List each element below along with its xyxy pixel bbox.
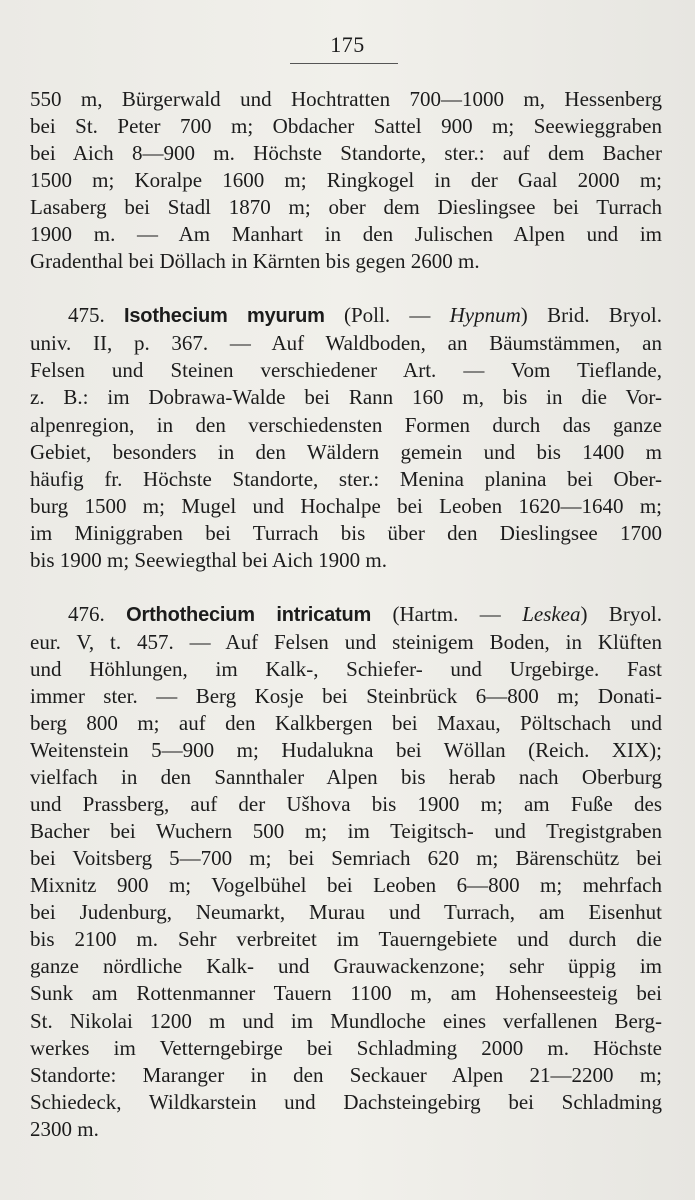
text-line: 550 m, Bürgerwald und Hochtratten 700—1000 m, Hessenberg [30,87,662,111]
author-citation-open: (Hartm. — [392,601,501,626]
text-line: 1500 m; Koralpe 1600 m; Ringkogel in der Gaal 2000 m; [30,168,662,193]
text-line: Mixnitz 900 m; Vogelbühel bei Leoben 6—800 m; mehrfach [30,873,662,898]
species-entry-476 [30,601,662,1143]
text-line: berg 800 m; auf den Kalkbergen bei Maxau, Pöltschach und [30,710,662,735]
basionym-genus: Hypnum [449,303,521,328]
text-line: 2300 m. [30,1116,99,1141]
text-line: alpenregion, in den verschiedensten Formen durch das ganze [30,412,662,437]
text-line: und Prassberg, auf der Ušhova bis 1900 m; am Fuße des [30,792,662,817]
text-line: häufig fr. Höchste Standorte, ster.: Menina planina bei Ober- [30,466,662,491]
text-line: Sunk am Rottenmanner Tauern 1100 m, am Hohenseesteig bei [30,981,662,1006]
text-line: ganze nördliche Kalk- und Grauwackenzone; sehr üppig im [30,954,662,979]
text-line: bei Judenburg, Neumarkt, Murau und Turrach, am Eisenhut [30,900,662,925]
text-line: eur. V, t. 457. — Auf Felsen und steinigem Boden, in Klüften [30,629,662,654]
text-line: Gebiet, besonders in den Wäldern gemein und bis 1400 m [30,439,662,464]
entry-number: 475. [68,303,105,328]
text-line: immer ster. — Berg Kosje bei Steinbrück 6—800 m; Donati- [30,683,662,708]
text-line: bei St. Peter 700 m; Obdacher Sattel 900 m; Seewieggraben [30,114,662,139]
text-line: vielfach in den Sannthaler Alpen bis herab nach Oberburg [30,765,662,790]
text-line: Bacher bei Wuchern 500 m; im Teigitsch- und Tregistgraben [30,819,662,844]
text-line: univ. II, p. 367. — Auf Waldboden, an Bäumstämmen, an [30,331,662,356]
text-line: bis 1900 m; Seewiegthal bei Aich 1900 m. [30,547,387,572]
text-line: Gradenthal bei Döllach in Kärnten bis gegen 2600 m. [30,249,480,274]
species-name: Orthothecium intricatum [126,603,372,626]
header-rule [290,63,398,64]
text-line: Standorte: Maranger in den Seckauer Alpen 21—2200 m; [30,1062,662,1087]
text-line: bei Voitsberg 5—700 m; bei Semriach 620 m; Bärenschütz bei [30,846,662,871]
text-line: im Miniggraben bei Turrach bis über den Dieslingsee 1700 [30,520,662,545]
text-line: Felsen und Steinen verschiedener Art. — Vom Tieflande, [30,358,662,383]
author-citation-close: ) Bryol. [580,601,662,626]
page-number: 175 [330,32,365,57]
text-line: bis 2100 m. Sehr verbreitet im Tauerngebiete und durch die [30,927,662,952]
author-citation-close: ) Brid. Bryol. [520,303,663,328]
text-line: St. Nikolai 1200 m und im Mundloche eines verfallenen Berg- [30,1008,662,1033]
page-body [30,86,662,1143]
text-line: z. B.: im Dobrawa-Walde bei Rann 160 m, bis in die Vor- [30,385,662,410]
author-citation-open: (Poll. — [343,303,431,328]
entry-heading-line [30,302,662,330]
text-line: burg 1500 m; Mugel und Hochalpe bei Leoben 1620—1640 m; [30,493,662,518]
species-entry-475 [30,302,662,573]
entry-heading-line [30,601,662,629]
text-line: bei Aich 8—900 m. Höchste Standorte, ster.: auf dem Bacher [30,141,662,166]
text-line: Schiedeck, Wildkarstein und Dachsteingebirg bei Schladming [30,1089,662,1114]
text-line: Weitenstein 5—900 m; Hudalukna bei Wöllan (Reich. XIX); [30,738,662,763]
text-line: 1900 m. — Am Manhart in den Julischen Alpen und im [30,222,662,247]
text-line: Lasaberg bei Stadl 1870 m; ober dem Dieslingsee bei Turrach [30,195,662,220]
text-line: werkes im Vetterngebirge bei Schladming 2000 m. Höchste [30,1035,662,1060]
text-line: und Höhlungen, im Kalk-, Schiefer- und Urgebirge. Fast [30,656,662,681]
entry-number: 476. [68,601,105,626]
basionym-genus: Leskea [522,601,581,626]
species-name: Isothecium myurum [124,305,325,328]
continuation-paragraph [30,86,662,275]
